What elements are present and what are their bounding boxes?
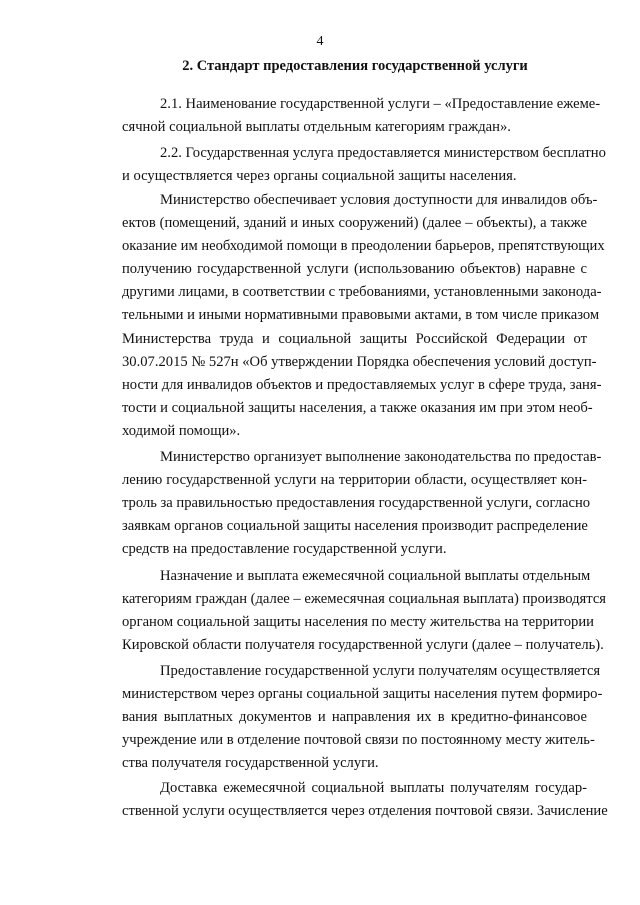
text-line: 2.2. Государственная услуга предоставляется министерством бесплатно	[160, 145, 606, 161]
text-line: органом социальной защиты населения по месту жительства на территории	[122, 614, 594, 631]
paragraph-service-name	[122, 93, 601, 139]
text-line: ходимой помощи».	[122, 422, 241, 439]
paragraph-service-provision	[122, 660, 603, 775]
text-line: Министерство обеспечивает условия доступности для инвалидов объ-	[160, 192, 598, 208]
text-line: заявкам органов социальной защиты населения производит распределение	[122, 518, 588, 535]
text-line: тельными и иными нормативными правовыми актами, в том числе приказом	[122, 307, 600, 324]
text-line: 2.1. Наименование государственной услуги – «Предоставление ежеме-	[160, 96, 601, 112]
text-line: оказание им необходимой помощи в преодолении барьеров, препятствующих	[122, 238, 605, 255]
text-line: Доставка ежемесячной социальной выплаты получателям государ-	[160, 780, 587, 796]
text-line: Министерство организует выполнение законодательства по предостав-	[160, 449, 602, 465]
paragraph-delivery	[122, 777, 608, 823]
text-line: ства получателя государственной услуги.	[122, 755, 379, 772]
text-line: учреждение или в отделение почтовой связи по постоянному месту житель-	[122, 732, 595, 749]
text-line: троль за правильностью предоставления государственной услуги, согласно	[122, 495, 591, 512]
text-line: Назначение и выплата ежемесячной социальной выплаты отдельным	[160, 568, 591, 584]
text-line: Предоставление государственной услуги получателям осуществляется	[160, 663, 601, 679]
paragraph-ministry-organization	[122, 446, 602, 561]
text-line: ственной услуги осуществляется через отделения почтовой связи. Зачисление	[122, 803, 608, 820]
paragraph-assignment-payment	[122, 565, 607, 657]
text-line: категориям граждан (далее – ежемесячная социальная выплата) производятся	[122, 591, 607, 608]
text-line: и осуществляется через органы социальной защиты населения.	[122, 168, 517, 185]
text-line: министерством через органы социальной защиты населения путем формиро-	[122, 686, 603, 703]
text-line: ности для инвалидов объектов и предоставляемых услуг в сфере труда, заня-	[122, 376, 602, 393]
text-line: тости и социальной защиты населения, а также оказания им при этом необ-	[122, 399, 593, 416]
text-line: ектов (помещений, зданий и иных сооружений) (далее – объекты), а также	[122, 215, 587, 232]
text-line: Министерства труда и социальной защиты Российской Федерации от	[122, 330, 587, 347]
paragraph-accessibility	[122, 189, 605, 443]
text-line: другими лицами, в соответствии с требованиями, установленными законода-	[122, 284, 602, 301]
text-line: вания выплатных документов и направления их в кредитно-финансовое	[122, 709, 587, 726]
section-heading: 2. Стандарт предоставления государственной услуги	[182, 58, 528, 74]
page-number: 4	[316, 34, 324, 49]
paragraph-service-provider	[122, 142, 606, 188]
text-line: лению государственной услуги на территории области, осуществляет кон-	[122, 472, 587, 489]
text-line: сячной социальной выплаты отдельным категориям граждан».	[122, 119, 511, 136]
text-line: 30.07.2015 № 527н «Об утверждении Порядка обеспечения условий доступ-	[122, 353, 597, 370]
text-line: Кировской области получателя государственной услуги (далее – получатель).	[122, 637, 604, 654]
text-line: получению государственной услуги (использованию объектов) наравне с	[122, 261, 587, 278]
text-line: средств на предоставление государственной услуги.	[122, 541, 447, 558]
